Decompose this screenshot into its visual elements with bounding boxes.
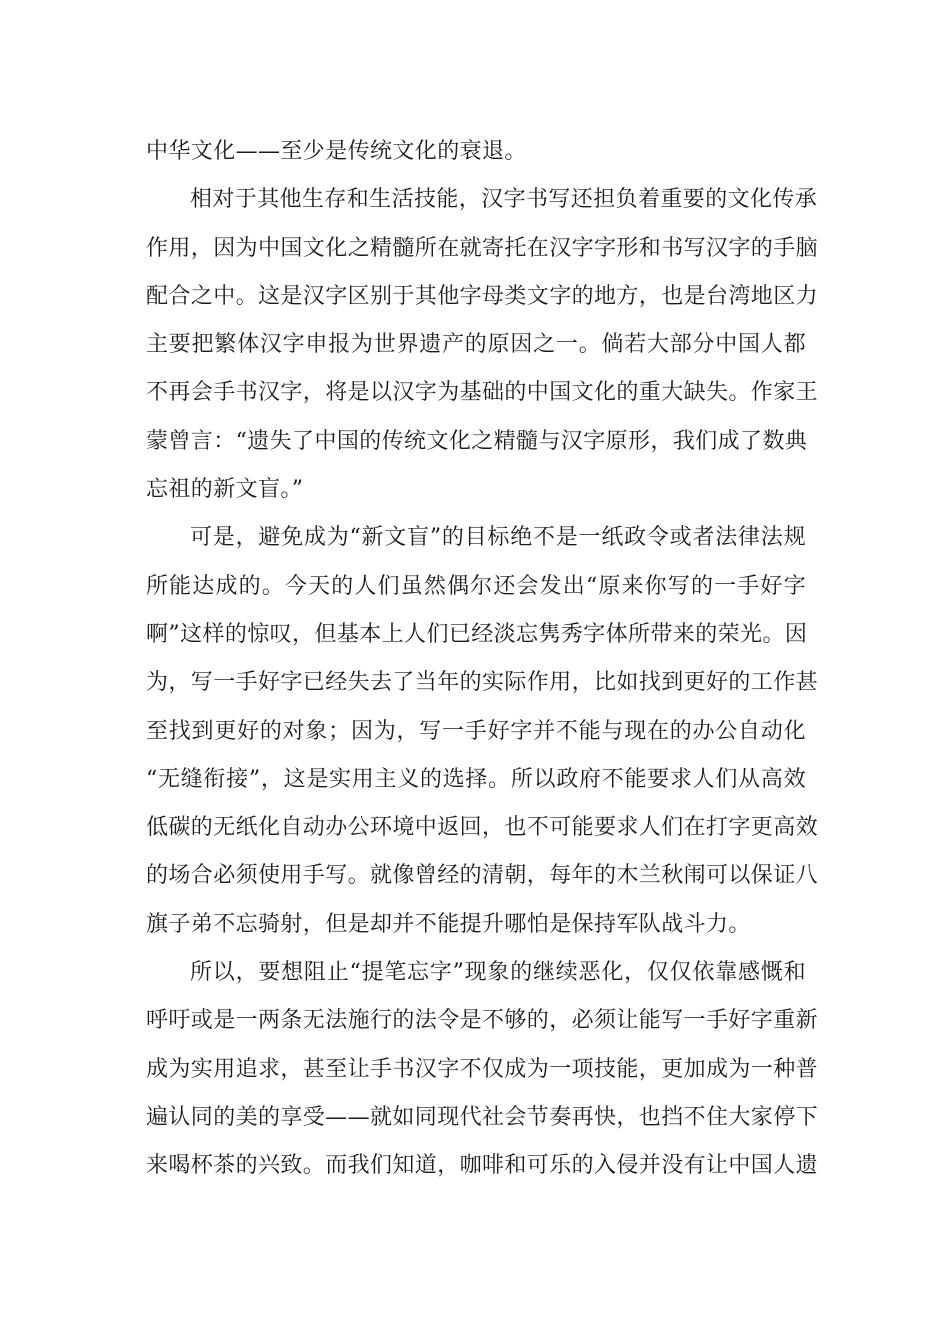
text-line: 中华文化——至少是传统文化的衰退。 (146, 139, 527, 164)
text-line: 作用，因为中国文化之精髓所在就寄托在汉字字形和书写汉字的手脑 (146, 235, 819, 261)
text-line: 遍认同的美的享受——就如同现代社会节奏再快，也挡不住大家停下 (146, 1104, 819, 1130)
text-line: 啊”这样的惊叹，但基本上人们已经淡忘隽秀字体所带来的荣光。因 (146, 621, 808, 647)
text-line: 的场合必须使用手写。就像曾经的清朝，每年的木兰秋闱可以保证八 (146, 863, 819, 889)
text-line: 至找到更好的对象；因为，写一手好字并不能与现在的办公自动化 (146, 718, 806, 744)
text-line: 呼吁或是一两条无法施行的法令是不够的，必须让能写一手好字重新 (146, 1008, 819, 1034)
text-line: “无缝衔接”，这是实用主义的选择。所以政府不能要求人们从高效 (146, 766, 806, 792)
text-line: 蒙曾言：“遗失了中国的传统文化之精髓与汉字原形，我们成了数典 (146, 428, 808, 454)
text-line: 成为实用追求，甚至让手书汉字不仅成为一项技能，更加成为一种普 (146, 1056, 819, 1082)
text-line: 不再会手书汉字，将是以汉字为基础的中国文化的重大缺失。作家王 (146, 380, 819, 406)
text-line: 配合之中。这是汉字区别于其他字母类文字的地方，也是台湾地区力 (146, 283, 819, 309)
text-line: 可是，避免成为“新文盲”的目标绝不是一纸政令或者法律法规 (190, 525, 806, 551)
text-line: 所以，要想阻止“提笔忘字”现象的继续恶化，仅仅依靠感慨和 (190, 960, 806, 986)
text-line: 相对于其他生存和生活技能，汉字书写还担负着重要的文化传承 (190, 187, 818, 213)
document-body (146, 128, 819, 1191)
text-line: 忘祖的新文盲。” (146, 477, 304, 503)
text-line: 来喝杯茶的兴致。而我们知道，咖啡和可乐的入侵并没有让中国人遗 (146, 1153, 819, 1179)
text-line: 低碳的无纸化自动办公环境中返回，也不可能要求人们在打字更高效 (146, 815, 819, 841)
text-line: 为，写一手好字已经失去了当年的实际作用，比如找到更好的工作甚 (146, 670, 819, 696)
text-line: 所能达成的。今天的人们虽然偶尔还会发出“原来你写的一手好字 (146, 573, 806, 599)
text-line: 旗子弟不忘骑射，但是却并不能提升哪怕是保持军队战斗力。 (146, 911, 751, 937)
text-line: 主要把繁体汉字申报为世界遗产的原因之一。倘若大部分中国人都 (146, 332, 806, 358)
